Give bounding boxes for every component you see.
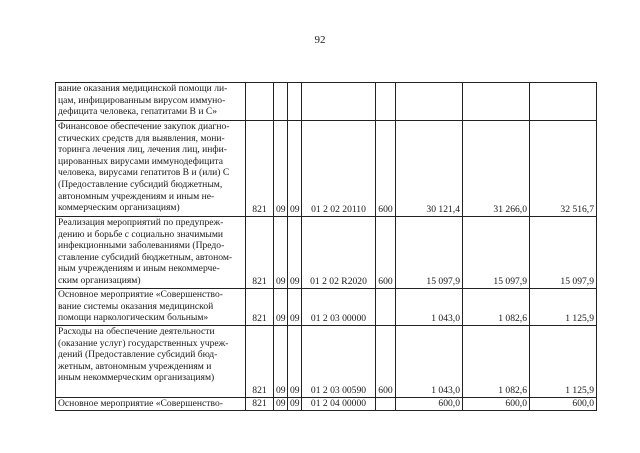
amount-year2-cell-text: 1 082,6 (498, 385, 527, 397)
expense-type-cell (376, 217, 396, 289)
target-article-cell-text: 01 2 03 00000 (310, 313, 367, 325)
section-code-cell-text: 09 (276, 276, 286, 288)
amount-year2-cell (463, 217, 530, 289)
row-name-cell (56, 398, 246, 411)
ministry-code-cell-text: 821 (252, 276, 267, 288)
table-row (56, 217, 597, 289)
row-name-cell-text: Реализация мероприятий по предупреж- дению и борьбе с социально значимыми инфекционными заболеваниями (Предо- ставление субсидий бюджетным, автоном- ным учреждениям и иным некоммерче- ским организациям) (58, 217, 233, 286)
amount-year1-cell-text: 1 043,0 (431, 313, 460, 325)
ministry-code-cell-text: 821 (252, 385, 267, 397)
expense-type-cell-text: 600 (378, 276, 393, 288)
expense-type-cell (376, 398, 396, 411)
table-row (56, 289, 597, 326)
expense-type-cell-text: 600 (378, 204, 393, 216)
amount-year2-cell (463, 326, 530, 398)
amount-year3-cell-text: 600,0 (572, 398, 594, 410)
row-name-cell-text: Финансовое обеспечение закупок диагно- стических средств для выявления, мони- торинга лечения лиц, лечения лиц, инфи- цированных вирусами иммунодефицита человека, вирусами гепатитов В и (или) С (Предоставление субсидий бюджетным, автономным учреждениям и иным не- коммерческим организациям) (58, 121, 230, 214)
expense-type-cell (376, 289, 396, 326)
target-article-cell (302, 398, 376, 411)
section-code-cell (274, 121, 288, 217)
row-name-cell (56, 326, 246, 398)
subsection-code-cell-text: 09 (290, 385, 300, 397)
section-code-cell-text: 09 (276, 313, 286, 325)
section-code-cell-text: 09 (276, 204, 286, 216)
target-article-cell (302, 217, 376, 289)
amount-year3-cell-text: 1 125,9 (565, 385, 594, 397)
amount-year1-cell (396, 217, 463, 289)
ministry-code-cell-text: 821 (252, 204, 267, 216)
ministry-code-cell (246, 326, 274, 398)
amount-year2-cell (463, 289, 530, 326)
amount-year1-cell-text: 600,0 (438, 398, 460, 410)
section-code-cell-text: 09 (276, 385, 286, 397)
row-name-cell (56, 289, 246, 326)
subsection-code-cell (288, 289, 302, 326)
row-name-cell (56, 83, 246, 121)
table-row (56, 398, 597, 411)
row-name-cell (56, 121, 246, 217)
row-name-cell-text: Основное мероприятие «Совершенство- (58, 398, 223, 409)
table-row (56, 326, 597, 398)
page-number: 92 (314, 34, 326, 46)
amount-year1-cell (396, 326, 463, 398)
target-article-cell-text: 01 2 03 00590 (310, 385, 367, 397)
amount-year2-cell-text: 31 266,0 (493, 204, 527, 216)
target-article-cell-text: 01 2 02 20110 (311, 204, 366, 216)
section-code-cell (274, 289, 288, 326)
amount-year2-cell (463, 398, 530, 411)
subsection-code-cell (288, 398, 302, 411)
budget-table-body (56, 83, 597, 411)
amount-year2-cell-text: 600,0 (505, 398, 527, 410)
ministry-code-cell (246, 83, 274, 121)
expense-type-cell (376, 326, 396, 398)
subsection-code-cell (288, 83, 302, 121)
ministry-code-cell-text: 821 (252, 398, 267, 410)
amount-year1-cell-text: 30 121,4 (426, 204, 460, 216)
amount-year3-cell-text: 32 516,7 (560, 204, 594, 216)
amount-year3-cell (530, 398, 597, 411)
subsection-code-cell (288, 121, 302, 217)
ministry-code-cell (246, 289, 274, 326)
amount-year3-cell (530, 83, 597, 121)
amount-year1-cell (396, 398, 463, 411)
subsection-code-cell-text: 09 (290, 398, 300, 410)
subsection-code-cell (288, 217, 302, 289)
row-name-cell-text: Расходы на обеспечение деятельности (оказание услуг) государственных учреж- дений (Предоставление субсидий бюд- жетным, автономным учреждениям и иным некоммерческим организациям) (58, 326, 229, 384)
amount-year3-cell (530, 289, 597, 326)
amount-year2-cell-text: 15 097,9 (493, 276, 527, 288)
amount-year2-cell (463, 83, 530, 121)
expense-type-cell (376, 83, 396, 121)
amount-year3-cell (530, 326, 597, 398)
target-article-cell-text: 01 2 02 R2020 (310, 276, 367, 288)
target-article-cell (302, 326, 376, 398)
amount-year3-cell-text: 15 097,9 (560, 276, 594, 288)
row-name-cell-text: вание оказания медицинской помощи ли- цам, инфицированным вирусом иммуно- дефицита человека, гепатитами В и С» (58, 83, 228, 118)
table-row (56, 83, 597, 121)
amount-year1-cell (396, 289, 463, 326)
amount-year1-cell (396, 83, 463, 121)
ministry-code-cell (246, 121, 274, 217)
subsection-code-cell-text: 09 (290, 313, 300, 325)
section-code-cell (274, 217, 288, 289)
amount-year3-cell (530, 217, 597, 289)
amount-year2-cell-text: 1 082,6 (498, 313, 527, 325)
amount-year3-cell (530, 121, 597, 217)
section-code-cell (274, 83, 288, 121)
amount-year2-cell (463, 121, 530, 217)
ministry-code-cell (246, 398, 274, 411)
target-article-cell (302, 121, 376, 217)
amount-year1-cell-text: 1 043,0 (431, 385, 460, 397)
target-article-cell (302, 289, 376, 326)
section-code-cell (274, 398, 288, 411)
amount-year1-cell-text: 15 097,9 (426, 276, 460, 288)
budget-table (55, 82, 597, 411)
expense-type-cell (376, 121, 396, 217)
table-row (56, 121, 597, 217)
row-name-cell-text: Основное мероприятие «Совершенство- вание системы оказания медицинской помощи наркологическим больным» (58, 289, 223, 324)
expense-type-cell-text: 600 (378, 385, 393, 397)
ministry-code-cell (246, 217, 274, 289)
subsection-code-cell (288, 326, 302, 398)
section-code-cell (274, 326, 288, 398)
ministry-code-cell-text: 821 (252, 313, 267, 325)
amount-year3-cell-text: 1 125,9 (565, 313, 594, 325)
section-code-cell-text: 09 (276, 398, 286, 410)
row-name-cell (56, 217, 246, 289)
subsection-code-cell-text: 09 (290, 204, 300, 216)
target-article-cell-text: 01 2 04 00000 (310, 398, 367, 410)
target-article-cell (302, 83, 376, 121)
subsection-code-cell-text: 09 (290, 276, 300, 288)
amount-year1-cell (396, 121, 463, 217)
